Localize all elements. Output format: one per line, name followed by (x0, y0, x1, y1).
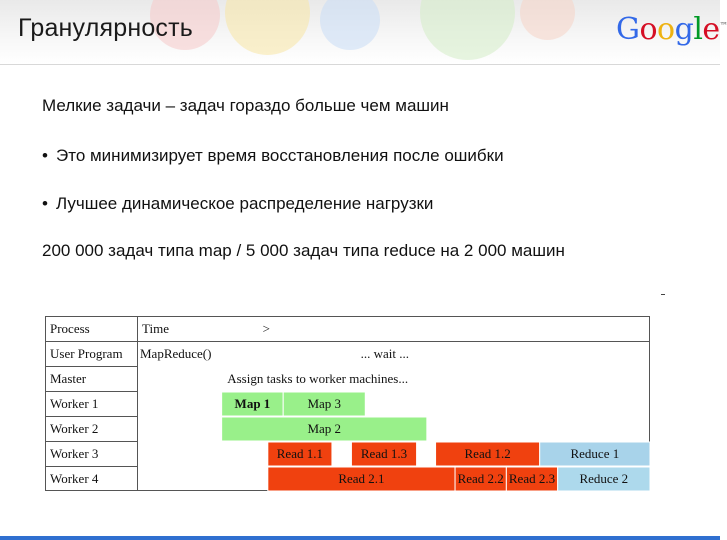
row-label: Worker 2 (50, 421, 99, 436)
task-bar-label: Read 2.1 (338, 471, 385, 486)
task-bar-label: Read 1.3 (360, 446, 408, 461)
bullet-marker: • (42, 146, 48, 165)
task-bar-label: Map 2 (307, 421, 342, 436)
task-bar-label: Read 1.2 (464, 446, 511, 461)
task-bar-label: Read 2.3 (508, 471, 556, 486)
bottom-accent-bar (0, 536, 720, 540)
logo-letter: g (674, 12, 694, 47)
task-bar-label: Map 1 (234, 396, 271, 411)
timeline-svg (45, 316, 650, 491)
bullet-text-2: Лучшее динамическое распределение нагрузки (56, 194, 434, 213)
row-annotation: MapReduce() (140, 346, 212, 361)
logo-letter: G (616, 12, 640, 47)
bullet-marker: • (42, 194, 48, 213)
row-label: User Program (50, 346, 123, 361)
task-bar-label: Reduce 2 (579, 471, 629, 486)
decorative-bubble (320, 0, 380, 50)
row-annotation: Assign tasks to worker machines... (227, 371, 409, 386)
header-divider (0, 64, 720, 65)
decorative-bubble (520, 0, 575, 40)
logo-letter: l (693, 12, 703, 47)
slide-header (0, 0, 727, 64)
bullet-text-1: Это минимизирует время восстановления после ошибки (56, 146, 504, 165)
logo-letter: o (657, 12, 675, 47)
header-time-arrow: > (262, 321, 271, 336)
task-bar-label: Map 3 (307, 396, 342, 411)
row-label: Master (50, 371, 87, 386)
dash-mark (661, 294, 665, 295)
decorative-bubble (225, 0, 310, 55)
stats-line: 200 000 задач типа map / 5 000 задач типа reduce на 2 000 машин (42, 241, 565, 260)
bullet-item-2 (42, 194, 433, 214)
intro-line: Мелкие задачи – задач гораздо больше чем машин (42, 96, 449, 115)
task-bar-label: Reduce 1 (570, 446, 620, 461)
row-label: Worker 1 (50, 396, 99, 411)
bullet-item-1 (42, 146, 504, 166)
row-annotation: ... wait ... (360, 346, 409, 361)
logo-letter: o (639, 12, 658, 47)
header-process: Process (50, 321, 90, 336)
task-bar-label: Read 1.1 (276, 446, 323, 461)
header-time: Time (142, 321, 169, 336)
trademark-mark: ™ (719, 21, 727, 30)
row-label: Worker 4 (50, 471, 99, 486)
logo-letter: e (702, 12, 720, 47)
row-label: Worker 3 (50, 446, 99, 461)
slide-title: Гранулярность (18, 14, 194, 42)
mapreduce-timeline-table (45, 316, 650, 491)
task-bar-label: Read 2.2 (457, 471, 504, 486)
google-logo (616, 12, 727, 47)
decorative-bubble (420, 0, 515, 60)
